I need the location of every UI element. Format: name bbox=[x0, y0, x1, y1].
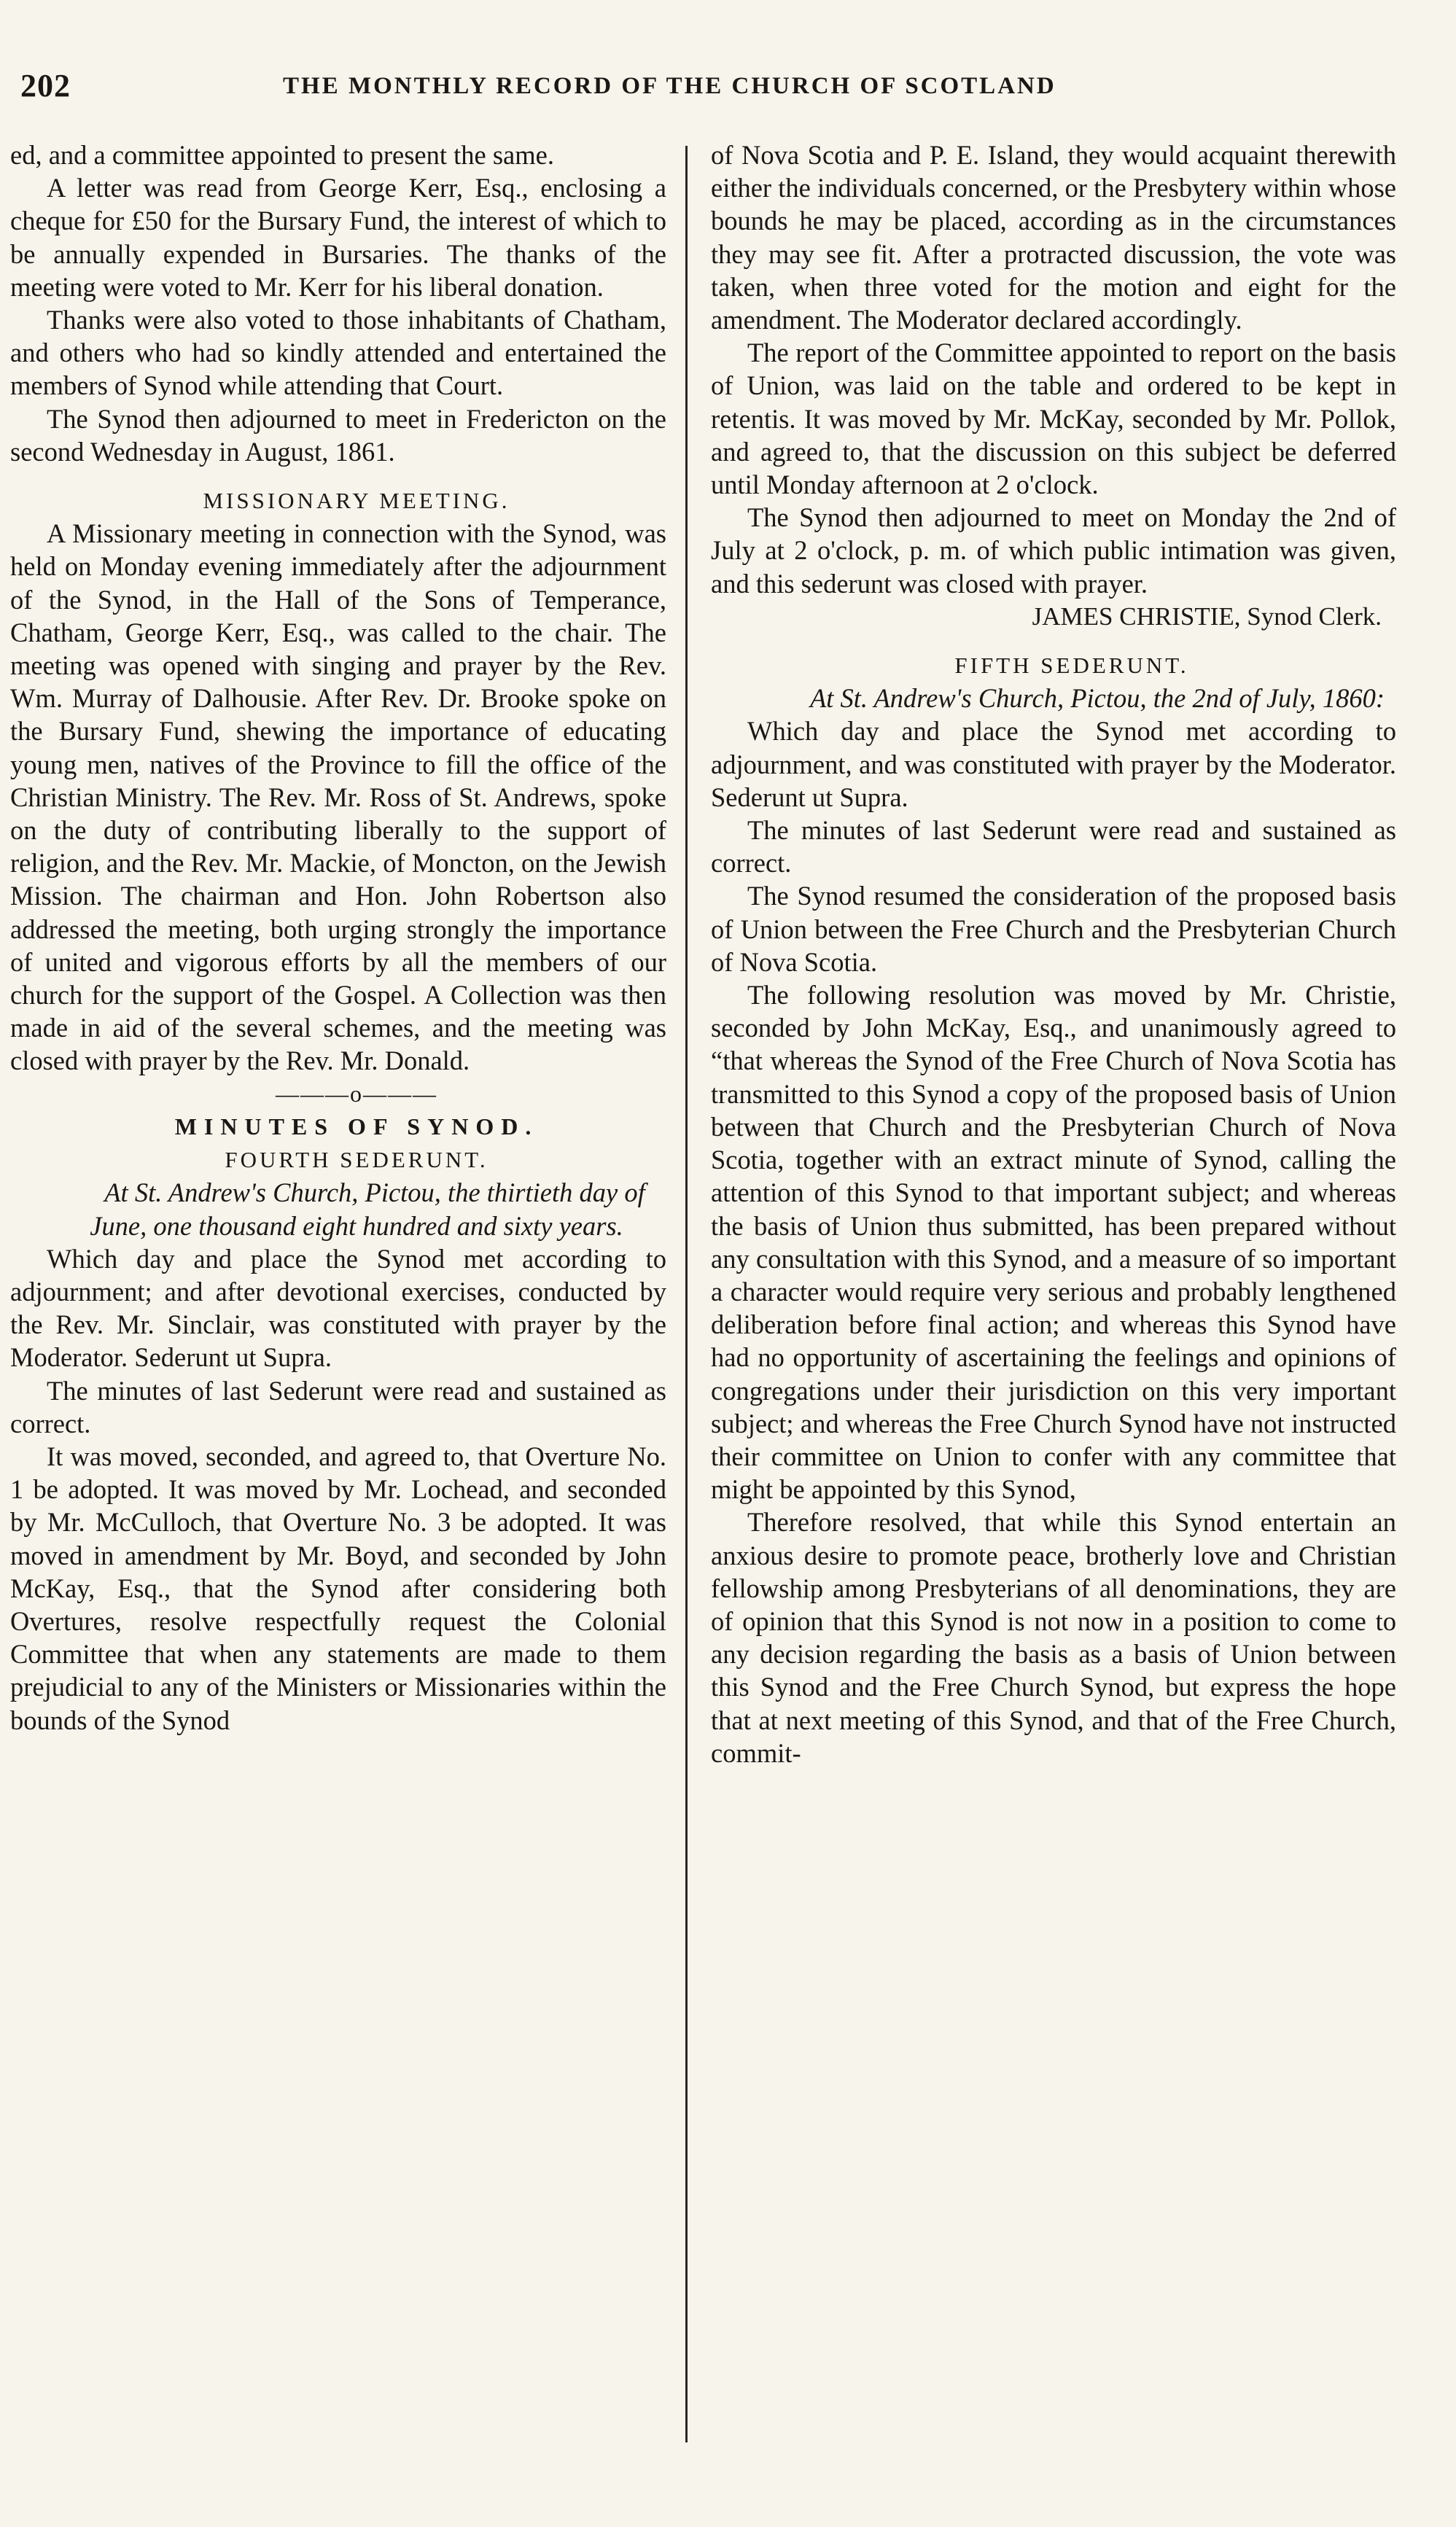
paragraph: The Synod then adjourned to meet on Monday the 2nd of July at 2 o'clock, p. m. of which public intimation was given, and this sederunt was closed with prayer. bbox=[711, 502, 1396, 599]
paragraph: Thanks were also voted to those inhabitants of Chatham, and others who had so kindly attended and entertained the members of Synod while attending that Court. bbox=[10, 305, 666, 401]
fourth-sederunt-dateline: At St. Andrew's Church, Pictou, the thirtieth day of June, one thousand eight hundred and sixty years. bbox=[90, 1177, 645, 1241]
minutes-of-synod-heading: MINUTES OF SYNOD. bbox=[174, 1113, 539, 1140]
paragraph: The minutes of last Sederunt were read and sustained as correct. bbox=[711, 815, 1396, 879]
left-column bbox=[10, 139, 666, 1737]
synod-clerk-signature: JAMES CHRISTIE, Synod Clerk. bbox=[1032, 601, 1382, 631]
paragraph: The following resolution was moved by Mr. Christie, seconded by John McKay, Esq., and unanimously agreed to “that whereas the Synod of the Free Church of Nova Scotia has transmitted to this Synod a copy of the proposed basis of Union between that Church and the Presbyterian Church of Nova Scotia, together with an extract minute of Synod, calling the attention of this Synod to that important subject; and whereas the basis of Union thus submitted, has been prepared without any consultation with this Synod, and a measure of so important a character would require very serious and probably lengthened deliberation before final action; and whereas this Synod have had no opportunity of ascertaining the feelings and opinions of congregations under their jurisdiction on this very important subject; and whereas the Free Church Synod have not instructed their committee on Union to confer with any committee that might be appointed by this Synod, bbox=[711, 980, 1396, 1505]
paragraph: A Missionary meeting in connection with the Synod, was held on Monday evening immediately after the adjournment of the Synod, in the Hall of the Sons of Temperance, Chatham, George Kerr, Esq., was called to the chair. The meeting was opened with singing and prayer by the Rev. Wm. Murray of Dalhousie. After Rev. Dr. Brooke spoke on the Bursary Fund, shewing the importance of educating young men, natives of the Province to fill the office of the Christian Ministry. The Rev. Mr. Ross of St. Andrews, spoke on the duty of contributing liberally to the support of religion, and the Rev. Mr. Mackie, of Moncton, on the Jewish Mission. The chairman and Hon. John Robertson also addressed the meeting, both urging strongly the importance of united and vigorous efforts by all the members of our church for the support of the Gospel. A Collection was then made in aid of the several schemes, and the meeting was closed with prayer by the Rev. Mr. Donald. bbox=[10, 518, 666, 1076]
paragraph: The Synod resumed the consideration of the proposed basis of Union between the Free Church and the Presbyterian Church of Nova Scotia. bbox=[711, 881, 1396, 977]
right-column bbox=[711, 139, 1396, 1769]
paragraph: Therefore resolved, that while this Synod entertain an anxious desire to promote peace, brotherly love and Christian fellowship among Presbyterians of all denominations, they are of opinion that this Synod is not now in a position to come to any decision regarding the basis as a basis of Union between this Synod and the Free Church Synod, but express the hope that at next meeting of this Synod, and that of the Free Church, commit- bbox=[711, 1507, 1396, 1768]
missionary-meeting-heading: MISSIONARY MEETING. bbox=[203, 488, 510, 514]
section-separator: ———o——— bbox=[276, 1080, 437, 1107]
paragraph: The Synod then adjourned to meet in Fredericton on the second Wednesday in August, 1861. bbox=[10, 403, 666, 467]
paragraph: Which day and place the Synod met according to adjournment; and after devotional exercises, conducted by the Rev. Mr. Sinclair, was constituted with prayer by the Moderator. Sederunt ut Supra. bbox=[10, 1243, 666, 1373]
fifth-sederunt-dateline: At St. Andrew's Church, Pictou, the 2nd of July, 1860: bbox=[809, 683, 1385, 714]
running-head: THE MONTHLY RECORD OF THE CHURCH OF SCOTLAND bbox=[283, 73, 1056, 99]
column-divider bbox=[685, 146, 688, 2442]
paragraph: Which day and place the Synod met according to adjournment, and was constituted with prayer by the Moderator. Sederunt ut Supra. bbox=[711, 716, 1396, 812]
paragraph: A letter was read from George Kerr, Esq., enclosing a cheque for £50 for the Bursary Fund, the interest of which to be annually expended in Bursaries. The thanks of the meeting were voted to Mr. Kerr for his liberal donation. bbox=[10, 173, 666, 302]
fourth-sederunt-heading: FOURTH SEDERUNT. bbox=[225, 1147, 488, 1173]
paragraph: of Nova Scotia and P. E. Island, they would acquaint therewith either the individuals concerned, or the Presbytery within whose bounds he may be placed, according as in the circumstances they may see fit. After a protracted discussion, the vote was taken, when three voted for the motion and eight for the amendment. The Moderator declared accordingly. bbox=[711, 140, 1396, 335]
paragraph: The minutes of last Sederunt were read and sustained as correct. bbox=[10, 1375, 666, 1438]
paragraph: It was moved, seconded, and agreed to, that Overture No. 1 be adopted. It was moved by Mr. Lochead, and seconded by Mr. McCulloch, that Overture No. 3 be adopted. It was moved in amendment by Mr. Boyd, and seconded by John McKay, Esq., that the Synod after considering both Overtures, resolve respectfully request the Colonial Committee that when any statements are made to them prejudicial to any of the Ministers or Missionaries within the bounds of the Synod bbox=[10, 1441, 666, 1735]
paragraph: The report of the Committee appointed to report on the basis of Union, was laid on the table and ordered to be kept in retentis. It was moved by Mr. McKay, seconded by Mr. Pollok, and agreed to, that the discussion on this subject be deferred until Monday afternoon at 2 o'clock. bbox=[711, 338, 1396, 500]
page-header bbox=[20, 67, 1216, 111]
fifth-sederunt-heading: FIFTH SEDERUNT. bbox=[954, 653, 1189, 679]
paragraph: ed, and a committee appointed to present the same. bbox=[10, 140, 554, 170]
page-number: 202 bbox=[20, 68, 71, 104]
